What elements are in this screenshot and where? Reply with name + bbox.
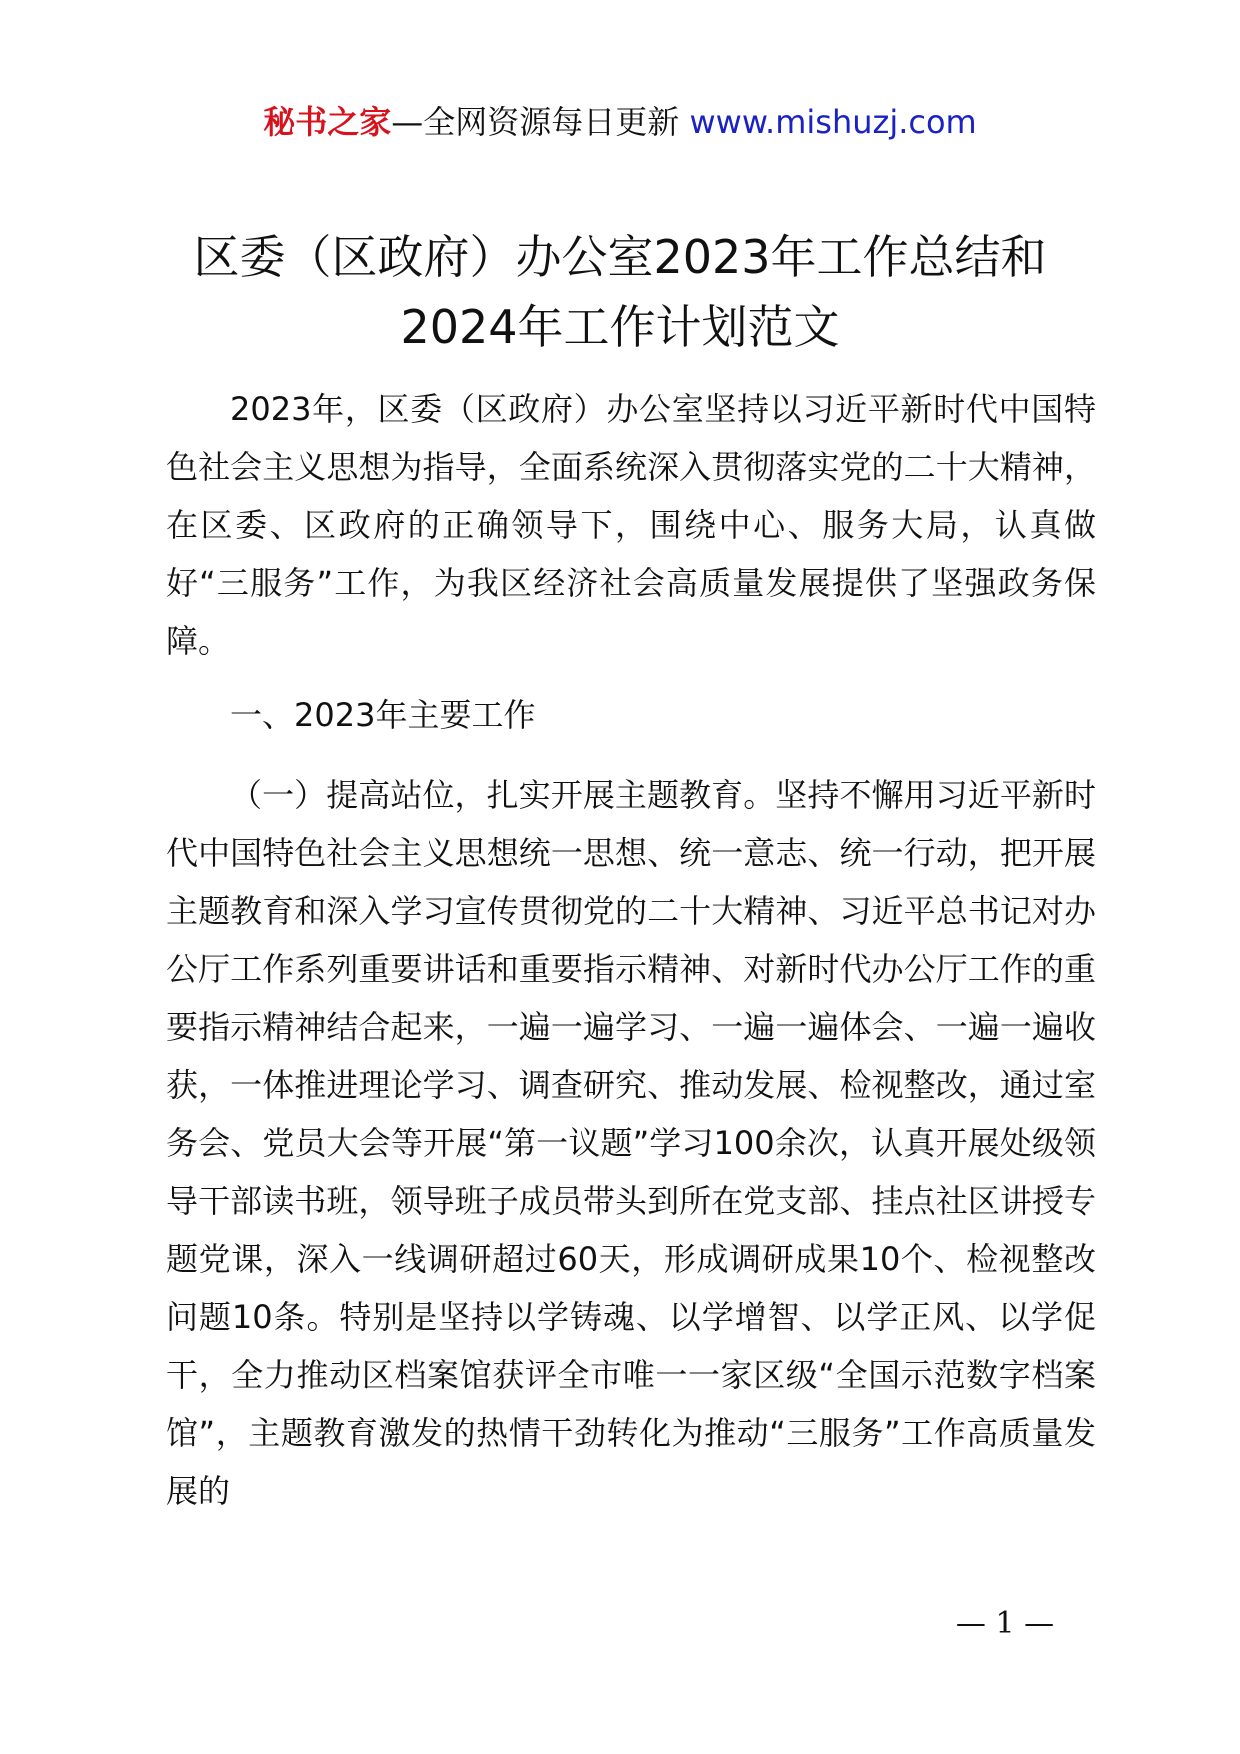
intro-paragraph-block [166, 380, 1096, 670]
document-title [120, 222, 1120, 362]
brand-name: 秘书之家 [263, 103, 392, 141]
section-heading: 一、2023年主要工作 [230, 696, 536, 734]
intro-paragraph: 2023年，区委（区政府）办公室坚持以习近平新时代中国特色社会主义思想为指导，全面系统深入贯彻落实党的二十大精神，在区委、区政府的正确领导下，围绕中心、服务大局，认真做好“三服务”工作，为我区经济社会高质量发展提供了坚强政务保障。 [166, 390, 1096, 660]
title-line-2: 2024年工作计划范文 [400, 300, 840, 354]
page-number: — 1 — [955, 1606, 1055, 1641]
site-header [0, 100, 1240, 144]
section-heading-block [166, 686, 1096, 744]
header-slogan: —全网资源每日更新 [391, 103, 680, 141]
website-link[interactable]: www.mishuzj.com [689, 103, 977, 141]
subsection-paragraph: （一）提高站位，扎实开展主题教育。坚持不懈用习近平新时代中国特色社会主义思想统一思想、统一意志、统一行动，把开展主题教育和深入学习宣传贯彻党的二十大精神、习近平总书记对办公厅工作系列重要讲话和重要指示精神、对新时代办公厅工作的重要指示精神结合起来，一遍一遍学习、一遍一遍体会、一遍一遍收获，一体推进理论学习、调查研究、推动发展、检视整改，通过室务会、党员大会等开展“第一议题”学习100余次，认真开展处级领导干部读书班，领导班子成员带头到所在党支部、挂点社区讲授专题党课，深入一线调研超过60天，形成调研成果10个、检视整改问题10条。特别是坚持以学铸魂、以学增智、以学正风、以学促干，全力推动区档案馆获评全市唯一一家区级“全国示范数字档案馆”，主题教育激发的热情干劲转化为推动“三服务”工作高质量发展的 [166, 776, 1096, 1510]
title-line-1: 区委（区政府）办公室2023年工作总结和 [193, 230, 1047, 284]
subsection-paragraph-block [166, 766, 1096, 1520]
